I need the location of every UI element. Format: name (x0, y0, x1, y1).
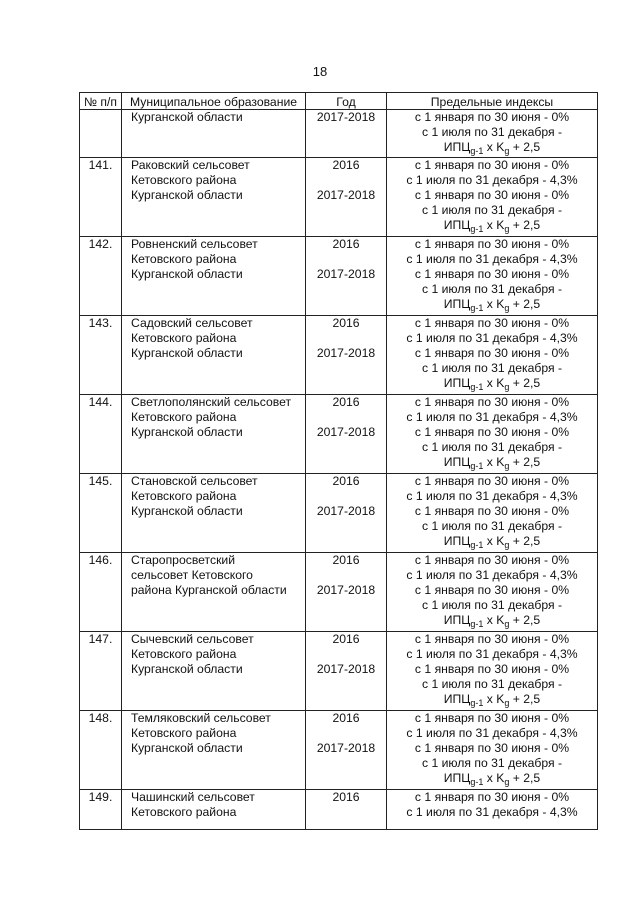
municipality-line: Кетовского района (131, 726, 237, 740)
index-line: с 1 января по 30 июня - 0% (414, 346, 570, 360)
municipality-line: Курганской области (131, 504, 243, 518)
index-line: с 1 января по 30 июня - 0% (414, 267, 570, 281)
year-cell (306, 158, 387, 237)
year-gap (306, 489, 386, 504)
index-line: с 1 июля по 31 декабря - 4,3% (406, 805, 578, 819)
row-number (80, 110, 122, 158)
ipc-formula: $ИПЦ_{g-1}$ x $K_g + 2,5$ (443, 692, 541, 708)
year-value: 2017-2018 (316, 346, 376, 360)
municipality-line: района Курганской области (131, 583, 287, 597)
ipc-subscript: g-1 (470, 540, 484, 550)
municipality-line: Садовский сельсовет (131, 316, 253, 330)
year-value: 2016 (332, 158, 360, 172)
ipc-formula: $ИПЦ_{g-1}$ x $K_g + 2,5$ (443, 140, 541, 156)
year-value: 2017-2018 (316, 267, 376, 281)
index-line: с 1 июля по 31 декабря - 4,3% (406, 331, 578, 345)
index-line: с 1 июля по 31 декабря - 4,3% (406, 489, 578, 503)
table-row (80, 110, 598, 158)
index-line: с 1 января по 30 июня - 0% (414, 110, 570, 124)
indices-cell (387, 395, 598, 474)
index-line: с 1 июля по 31 декабря - (421, 282, 563, 296)
header-year: Год (306, 93, 387, 110)
index-line: с 1 января по 30 июня - 0% (414, 632, 570, 646)
municipality-line: Раковский сельсовет (131, 158, 250, 172)
year-cell (306, 237, 387, 316)
ipc-subscript: g-1 (470, 777, 484, 787)
ipc-subscript: g-1 (470, 146, 484, 156)
index-line: с 1 января по 30 июня - 0% (414, 237, 570, 251)
municipality-line: Курганской области (131, 425, 243, 439)
indices-cell (387, 711, 598, 790)
table-row (80, 553, 598, 632)
index-line: с 1 июля по 31 декабря - (421, 203, 563, 217)
municipality-line: Старопросветский (131, 553, 236, 567)
municipality-line: Светлополянский сельсовет (131, 395, 292, 409)
index-line: с 1 июля по 31 декабря - (421, 125, 563, 139)
municipality-line: Кетовского района (131, 331, 237, 345)
municipality-line: Курганской области (131, 662, 243, 676)
index-line: с 1 января по 30 июня - 0% (414, 474, 570, 488)
index-line: с 1 января по 30 июня - 0% (414, 662, 570, 676)
row-number: 141. (80, 158, 122, 237)
index-line: с 1 июля по 31 декабря - (421, 361, 563, 375)
table-row (80, 790, 598, 830)
ipc-subscript: g-1 (470, 224, 484, 234)
index-line: с 1 января по 30 июня - 0% (414, 425, 570, 439)
year-cell (306, 316, 387, 395)
row-number: 142. (80, 237, 122, 316)
year-cell (306, 474, 387, 553)
header-num: № п/п (80, 93, 122, 110)
table-row (80, 474, 598, 553)
year-value: 2016 (332, 711, 360, 725)
k-subscript: g (504, 777, 510, 787)
municipality-line: Курганской области (131, 741, 243, 755)
year-value: 2016 (332, 395, 360, 409)
year-cell (306, 110, 387, 158)
municipality-cell (122, 158, 306, 237)
municipality-line: Курганской области (131, 346, 243, 360)
year-gap (306, 331, 386, 346)
row-number: 144. (80, 395, 122, 474)
year-cell (306, 790, 387, 830)
year-value: 2017-2018 (316, 110, 376, 124)
municipality-cell (122, 110, 306, 158)
index-line: с 1 января по 30 июня - 0% (414, 504, 570, 518)
year-value: 2016 (332, 790, 360, 804)
index-line: с 1 июля по 31 декабря - (421, 598, 563, 612)
year-value: 2016 (332, 316, 360, 330)
indices-cell (387, 158, 598, 237)
municipality-line: сельсовет Кетовского (131, 568, 253, 582)
ipc-formula: $ИПЦ_{g-1}$ x $K_g + 2,5$ (443, 771, 541, 787)
table-header-row (80, 93, 598, 110)
table-row (80, 395, 598, 474)
k-subscript: g (504, 146, 510, 156)
year-value: 2016 (332, 237, 360, 251)
indices-cell (387, 790, 598, 830)
index-line: с 1 января по 30 июня - 0% (414, 188, 570, 202)
municipality-line: Кетовского района (131, 252, 237, 266)
k-subscript: g (504, 224, 510, 234)
table-row (80, 237, 598, 316)
row-number: 145. (80, 474, 122, 553)
index-line: с 1 января по 30 июня - 0% (414, 583, 570, 597)
year-value: 2017-2018 (316, 741, 376, 755)
municipality-cell (122, 237, 306, 316)
ipc-subscript: g-1 (470, 698, 484, 708)
k-subscript: g (504, 540, 510, 550)
municipality-cell (122, 316, 306, 395)
municipality-line: Курганской области (131, 267, 243, 281)
index-line: с 1 января по 30 июня - 0% (414, 790, 570, 804)
table-row (80, 632, 598, 711)
year-value: 2016 (332, 474, 360, 488)
index-line: с 1 июля по 31 декабря - (421, 677, 563, 691)
table-row (80, 711, 598, 790)
index-line: с 1 января по 30 июня - 0% (414, 395, 570, 409)
year-value: 2016 (332, 553, 360, 567)
year-cell (306, 553, 387, 632)
municipality-cell (122, 474, 306, 553)
k-subscript: g (504, 382, 510, 392)
index-line: с 1 января по 30 июня - 0% (414, 158, 570, 172)
index-line: с 1 января по 30 июня - 0% (414, 711, 570, 725)
municipality-line: Курганской области (131, 188, 243, 202)
row-number: 143. (80, 316, 122, 395)
municipality-line: Ровненский сельсовет (131, 237, 258, 251)
municipality-line: Кетовского района (131, 489, 237, 503)
indices-cell (387, 474, 598, 553)
index-line: с 1 июля по 31 декабря - 4,3% (406, 252, 578, 266)
year-value: 2017-2018 (316, 662, 376, 676)
ipc-subscript: g-1 (470, 303, 484, 313)
municipality-cell (122, 395, 306, 474)
year-value: 2017-2018 (316, 188, 376, 202)
year-gap (306, 647, 386, 662)
row-number: 149. (80, 790, 122, 830)
k-subscript: g (504, 698, 510, 708)
header-indices: Предельные индексы (387, 93, 598, 110)
year-gap (306, 252, 386, 267)
ipc-formula: $ИПЦ_{g-1}$ x $K_g + 2,5$ (443, 613, 541, 629)
year-value: 2017-2018 (316, 583, 376, 597)
year-gap (306, 410, 386, 425)
ipc-formula: $ИПЦ_{g-1}$ x $K_g + 2,5$ (443, 218, 541, 234)
index-line: с 1 июля по 31 декабря - 4,3% (406, 410, 578, 424)
indices-cell (387, 237, 598, 316)
municipality-line: Кетовского района (131, 647, 237, 661)
municipality-line: Темляковский сельсовет (131, 711, 271, 725)
year-gap (306, 726, 386, 741)
header-municipality: Муниципальное образование (122, 93, 306, 110)
row-number: 146. (80, 553, 122, 632)
indices-table (79, 92, 598, 830)
municipality-line: Чашинский сельсовет (131, 790, 255, 804)
municipality-line: Сычевский сельсовет (131, 632, 254, 646)
year-cell (306, 711, 387, 790)
k-subscript: g (504, 461, 510, 471)
index-line: с 1 июля по 31 декабря - (421, 440, 563, 454)
year-cell (306, 632, 387, 711)
ipc-subscript: g-1 (470, 619, 484, 629)
municipality-line: Становской сельсовет (131, 474, 258, 488)
year-value: 2017-2018 (316, 504, 376, 518)
indices-cell (387, 553, 598, 632)
page-number: 18 (312, 64, 328, 79)
ipc-formula: $ИПЦ_{g-1}$ x $K_g + 2,5$ (443, 297, 541, 313)
year-value: 2017-2018 (316, 425, 376, 439)
ipc-formula: $ИПЦ_{g-1}$ x $K_g + 2,5$ (443, 534, 541, 550)
index-line: с 1 января по 30 июня - 0% (414, 316, 570, 330)
municipality-cell (122, 711, 306, 790)
index-line: с 1 июля по 31 декабря - 4,3% (406, 173, 578, 187)
municipality-cell (122, 632, 306, 711)
municipality-line: Кетовского района (131, 805, 237, 819)
table-row (80, 316, 598, 395)
ipc-subscript: g-1 (470, 461, 484, 471)
k-subscript: g (504, 303, 510, 313)
year-cell (306, 395, 387, 474)
ipc-subscript: g-1 (470, 382, 484, 392)
municipality-line: Кетовского района (131, 173, 237, 187)
index-line: с 1 января по 30 июня - 0% (414, 553, 570, 567)
indices-cell (387, 632, 598, 711)
index-line: с 1 июля по 31 декабря - 4,3% (406, 726, 578, 740)
year-value: 2016 (332, 632, 360, 646)
municipality-line: Кетовского района (131, 410, 237, 424)
index-line: с 1 июля по 31 декабря - 4,3% (406, 568, 578, 582)
k-subscript: g (504, 619, 510, 629)
indices-cell (387, 110, 598, 158)
index-line: с 1 января по 30 июня - 0% (414, 741, 570, 755)
indices-cell (387, 316, 598, 395)
municipality-line: Курганской области (131, 110, 243, 124)
ipc-formula: $ИПЦ_{g-1}$ x $K_g + 2,5$ (443, 455, 541, 471)
year-gap (306, 568, 386, 583)
row-number: 147. (80, 632, 122, 711)
index-line: с 1 июля по 31 декабря - 4,3% (406, 647, 578, 661)
municipality-cell (122, 553, 306, 632)
year-gap (306, 173, 386, 188)
index-line: с 1 июля по 31 декабря - (421, 519, 563, 533)
ipc-formula: $ИПЦ_{g-1}$ x $K_g + 2,5$ (443, 376, 541, 392)
table-row (80, 158, 598, 237)
row-number: 148. (80, 711, 122, 790)
municipality-cell (122, 790, 306, 830)
index-line: с 1 июля по 31 декабря - (421, 756, 563, 770)
